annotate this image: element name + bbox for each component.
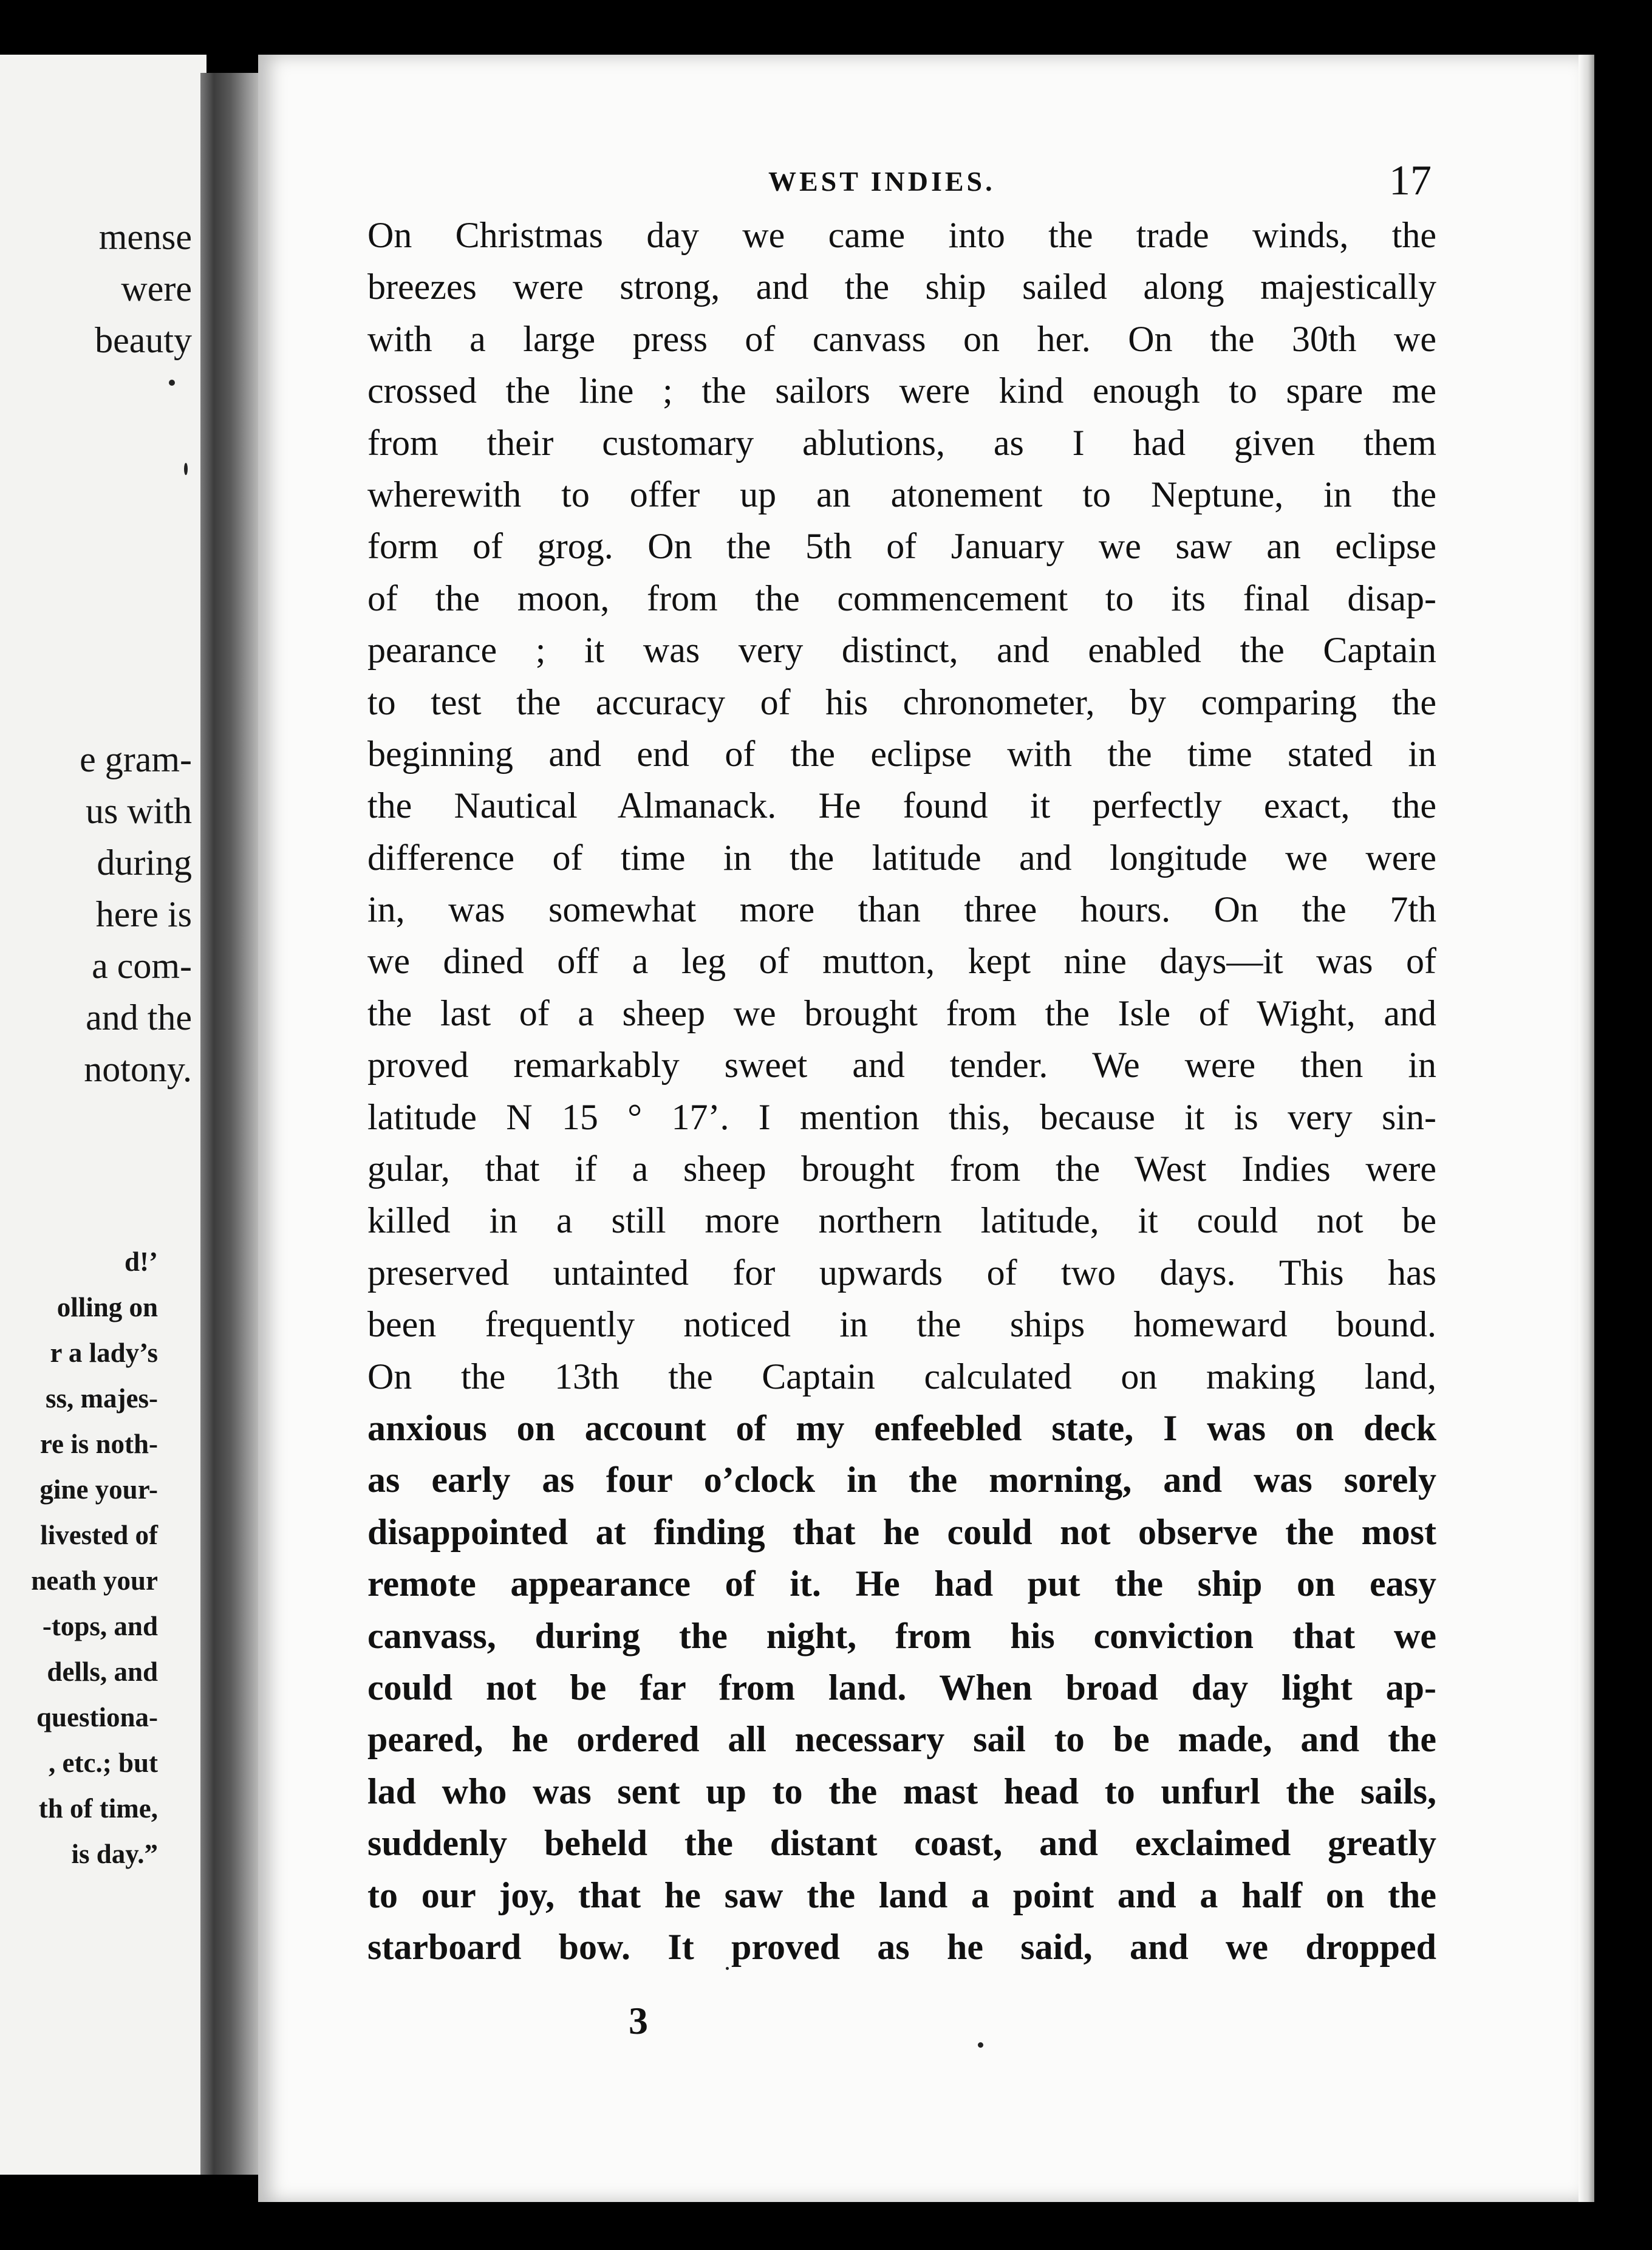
ink-speck	[169, 380, 175, 386]
left-page-fragment: were	[121, 268, 192, 309]
text-line: to our joy, that he saw the land a point and a half on the	[367, 1875, 1436, 1915]
text-line: lad who was sent up to the mast head to unfurl the sails,	[367, 1771, 1436, 1811]
left-page-fragment: gine your-	[39, 1474, 158, 1505]
text-line: proved remarkably sweet and tender. We were then in	[367, 1045, 1436, 1086]
text-line: form of grog. On the 5th of January we saw an eclipse	[367, 526, 1436, 567]
left-page-fragment: us with	[85, 791, 192, 831]
left-page-fragment: , etc.; but	[49, 1748, 158, 1778]
text-line: to test the accuracy of his chronometer, by comparing the	[367, 682, 1436, 722]
text-line: On Christmas day we came into the trade winds, the	[367, 215, 1436, 255]
ink-speck	[184, 463, 188, 475]
text-line: remote appearance of it. He had put the ship on easy	[367, 1564, 1436, 1604]
left-page-fragment: th of time,	[38, 1793, 158, 1824]
page-number: 17	[1389, 157, 1432, 204]
text-line: pearance ; it was very distinct, and enabled the Captain	[367, 630, 1436, 671]
text-line: as early as four o’clock in the morning, and was sorely	[367, 1460, 1436, 1500]
text-line: beginning and end of the eclipse with the time stated in	[367, 733, 1436, 774]
left-page-fragment: livested of	[40, 1520, 158, 1550]
left-page-fragment: neath your	[31, 1565, 158, 1596]
text-line: peared, he ordered all necessary sail to be made, and the	[367, 1719, 1436, 1760]
left-page-fragment: questiona-	[36, 1702, 158, 1732]
body-text	[367, 210, 1436, 1973]
text-line: preserved untainted for upwards of two days. This has	[367, 1252, 1436, 1293]
left-page-fragment: mense	[98, 217, 192, 257]
left-page-fragment: dells, and	[47, 1657, 158, 1687]
text-line: anxious on account of my enfeebled state, I was on deck	[367, 1407, 1436, 1448]
text-line: could not be far from land. When broad day light ap-	[367, 1667, 1436, 1708]
book-page	[258, 55, 1579, 2202]
left-page-fragment: and the	[86, 997, 192, 1038]
left-page-fragment: re is noth-	[39, 1429, 158, 1459]
left-page-fragment: is day.”	[71, 1839, 158, 1869]
left-page-fragment: e gram-	[80, 739, 192, 779]
text-line: the last of a sheep we brought from the Isle of Wight, and	[367, 993, 1436, 1033]
text-line: with a large press of canvass on her. On the 30th we	[367, 318, 1436, 359]
text-line: been frequently noticed in the ships homeward bound.	[367, 1304, 1436, 1345]
text-line: difference of time in the latitude and longitude we were	[367, 837, 1436, 878]
left-page-fragment: olling on	[56, 1292, 158, 1322]
left-page-fragment: during	[97, 843, 192, 883]
text-line: we dined off a leg of mutton, kept nine days—it was of	[367, 941, 1436, 982]
text-line: crossed the line ; the sailors were kind enough to spare me	[367, 371, 1436, 411]
text-line: wherewith to offer up an atonement to Neptune, in the	[367, 474, 1436, 515]
ink-speck	[726, 1967, 729, 1970]
ink-speck	[978, 2042, 983, 2048]
text-line: the Nautical Almanack. He found it perfectly exact, the	[367, 785, 1436, 826]
left-page-fragment: ss, majes-	[46, 1383, 158, 1414]
left-page-fragment: notony.	[84, 1049, 192, 1089]
text-line: latitude N 15 ° 17’. I mention this, because it is very sin-	[367, 1096, 1436, 1137]
text-line: killed in a still more northern latitude, it could not be	[367, 1200, 1436, 1241]
previous-page	[0, 55, 206, 2175]
text-line: breezes were strong, and the ship sailed along majestically	[367, 267, 1436, 307]
page-edge	[1579, 55, 1594, 2202]
text-line: suddenly beheld the distant coast, and exclaimed greatly	[367, 1823, 1436, 1864]
text-line: gular, that if a sheep brought from the West Indies were	[367, 1149, 1436, 1189]
text-line: of the moon, from the commencement to its final disap-	[367, 578, 1436, 618]
left-page-fragment: r a lady’s	[50, 1338, 158, 1368]
running-head: WEST INDIES.	[768, 166, 995, 197]
left-page-fragment: -tops, and	[42, 1611, 158, 1641]
left-page-fragment: here is	[95, 894, 192, 934]
left-page-fragment: a com-	[92, 946, 192, 986]
left-page-fragment: d!’	[125, 1246, 158, 1277]
page-header	[258, 157, 1579, 205]
left-page-fragment: beauty	[95, 320, 192, 360]
text-line: disappointed at finding that he could not observe the most	[367, 1511, 1436, 1552]
signature-mark: 3	[629, 1999, 648, 2042]
binding-gutter	[200, 73, 267, 2175]
text-line: starboard bow. It proved as he said, and we dropped	[367, 1926, 1436, 1967]
text-line: canvass, during the night, from his conviction that we	[367, 1615, 1436, 1656]
text-line: On the 13th the Captain calculated on making land,	[367, 1356, 1436, 1397]
text-line: from their customary ablutions, as I had given them	[367, 422, 1436, 463]
text-line: in, was somewhat more than three hours. On the 7th	[367, 889, 1436, 930]
